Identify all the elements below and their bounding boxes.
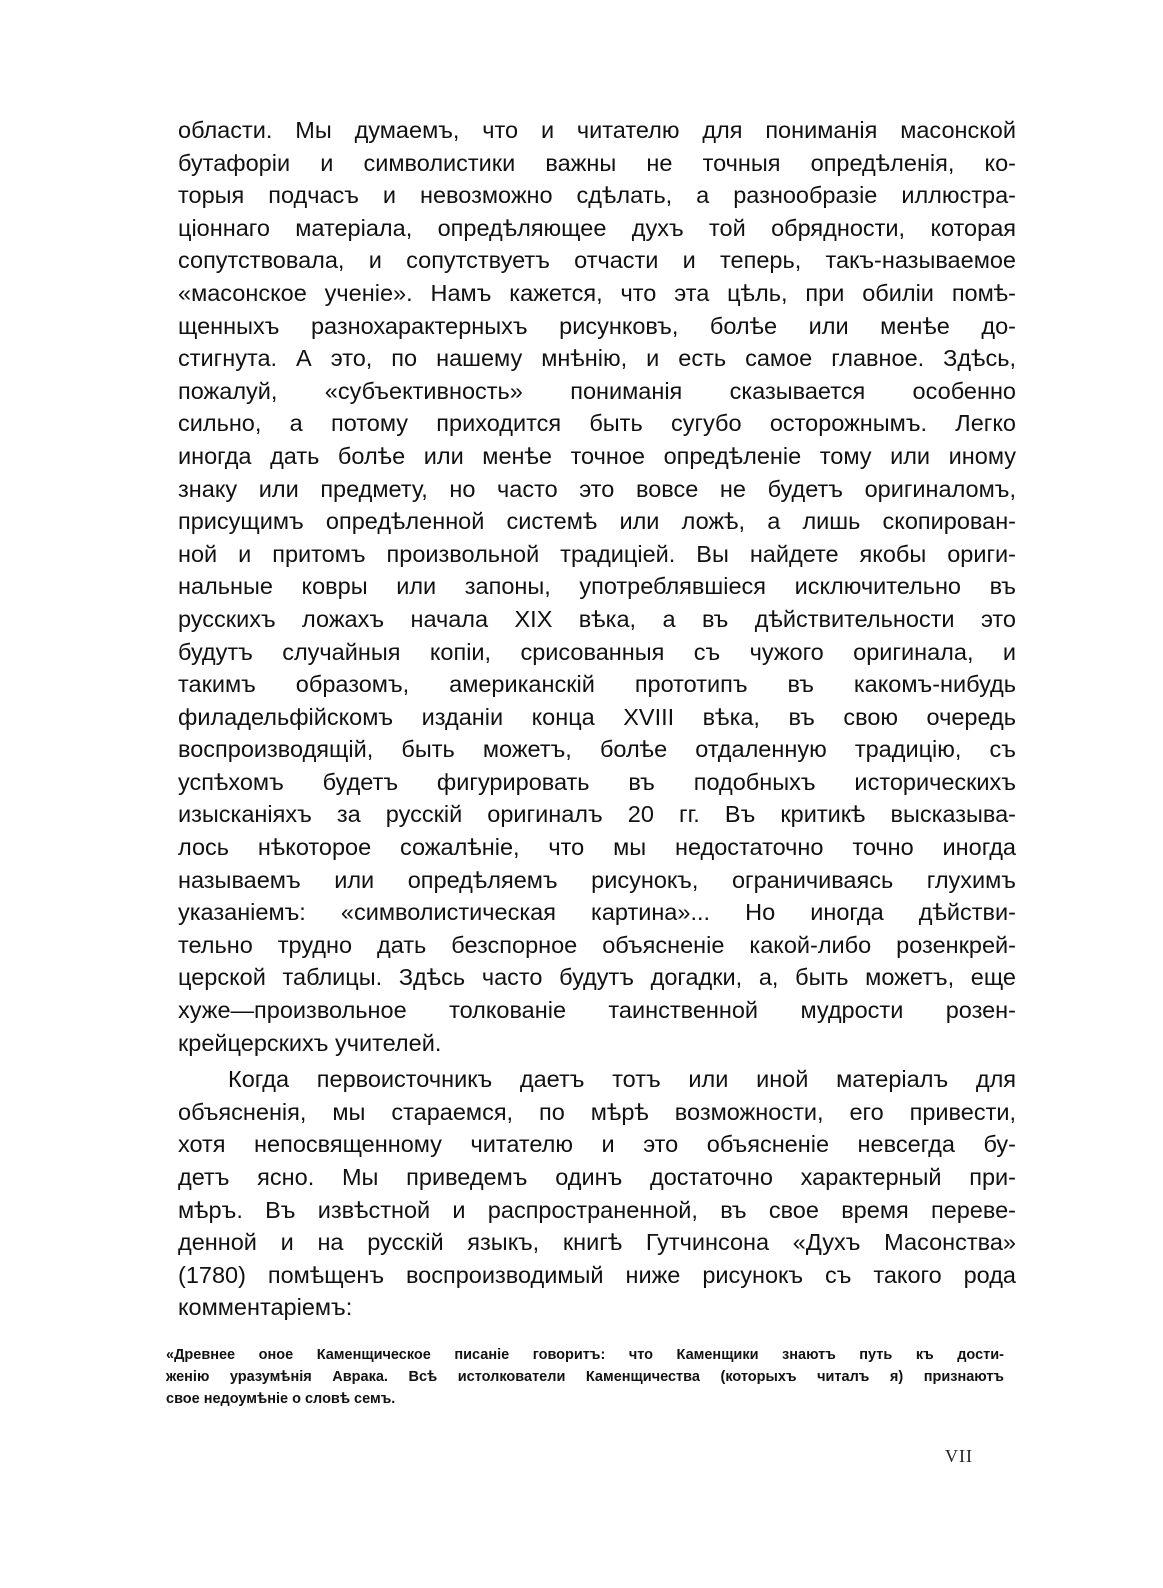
text-line: (1780) помѣщенъ воспроизводимый ниже рисунокъ съ такого рода	[178, 1261, 1016, 1288]
text-line: денной и на русскій языкъ, книгѣ Гутчинсона «Духъ Масонства»	[178, 1229, 1016, 1256]
text-line: комментаріемъ:	[178, 1294, 353, 1321]
text-line: тельно трудно дать безспорное объясненіе какой-либо розенкрей-	[178, 931, 1016, 958]
text-line: филадельфійскомъ изданіи конца XVIII вѣка, въ свою очередь	[178, 703, 1016, 730]
text-line: крейцерскихъ учителей.	[178, 1029, 442, 1056]
text-line: церской таблицы. Здѣсь часто будутъ догадки, а, быть можетъ, еще	[178, 964, 1016, 991]
text-line: торыя подчасъ и невозможно сдѣлать, а разнообразіе иллюстра-	[178, 182, 1016, 209]
text-line: стигнута. А это, по нашему мнѣнію, и есть самое главное. Здѣсь,	[178, 345, 1016, 372]
text-line: присущимъ опредѣленной системѣ или ложѣ, а лишь скопирован-	[178, 508, 1016, 535]
text-line: называемъ или опредѣляемъ рисунокъ, ограничиваясь глухимъ	[178, 866, 1016, 893]
footnote-line: «Древнее оное Каменщическое писаніе говоритъ: что Каменщики знаютъ путь къ дости-	[166, 1347, 1004, 1363]
text-line: щенныхъ разнохарактерныхъ рисунковъ, болѣе или менѣе до-	[178, 312, 1016, 339]
text-line: изысканіяхъ за русскій оригиналъ 20 гг. Въ критикѣ высказыва-	[178, 801, 1016, 828]
text-line: сильно, а потому приходится быть сугубо осторожнымъ. Легко	[178, 410, 1016, 437]
text-line: объясненія, мы стараемся, по мѣрѣ возможности, его привести,	[178, 1098, 1016, 1125]
text-line: сопутствовала, и сопутствуетъ отчасти и теперь, такъ-называемое	[178, 247, 1016, 274]
body-text	[178, 114, 1016, 1324]
text-line: указаніемъ: «символистическая картина»... Но иногда дѣйстви-	[178, 899, 1016, 926]
text-line: ной и притомъ произвольной традиціей. Вы найдете якобы ориги-	[178, 540, 1016, 567]
text-line: мѣръ. Въ извѣстной и распространенной, въ свое время переве-	[178, 1196, 1016, 1223]
text-line: такимъ образомъ, американскій прототипъ въ какомъ-нибудь	[178, 671, 1016, 698]
text-line: детъ ясно. Мы приведемъ одинъ достаточно характерный при-	[178, 1164, 1016, 1190]
page-number: VII	[945, 1446, 973, 1466]
text-line: ціоннаго матеріала, опредѣляющее духъ той обрядности, которая	[178, 214, 1016, 241]
text-line: пожалуй, «субъективность» пониманія сказывается особенно	[178, 377, 1016, 404]
text-line: «масонское ученіе». Намъ кажется, что эта цѣль, при обиліи помѣ-	[178, 279, 1016, 306]
text-line: области. Мы думаемъ, что и читателю для пониманія масонской	[178, 117, 1016, 143]
text-line: бутафоріи и символистики важны не точныя опредѣленія, ко-	[178, 149, 1016, 176]
text-line: воспроизводящій, быть можетъ, болѣе отдаленную традицію, съ	[178, 736, 1016, 763]
text-line: лось нѣкоторое сожалѣніе, что мы недостаточно точно иногда	[178, 834, 1016, 861]
paragraph-2	[178, 1063, 1016, 1324]
text-line: Когда первоисточникъ даетъ тотъ или иной матеріалъ для	[228, 1066, 1016, 1093]
text-line: иногда дать болѣе или менѣе точное опредѣленіе тому или иному	[178, 442, 1016, 469]
text-line: русскихъ ложахъ начала XIX вѣка, а въ дѣйствительности это	[178, 605, 1016, 632]
footnote-line: женію уразумѣнія Авракa. Всѣ истолкователи Каменщичества (которыхъ читалъ я) признаютъ	[166, 1369, 1004, 1385]
text-line: хотя непосвященному читателю и это объясненіе невсегда бу-	[178, 1131, 1016, 1158]
text-line: хуже—произвольное толкованіе таинственной мудрости розен-	[178, 997, 1016, 1024]
text-line: знаку или предмету, но часто это вовсе не будетъ оригиналомъ,	[178, 475, 1016, 502]
footnote	[166, 1344, 1004, 1410]
text-line: нальные ковры или запоны, употреблявшіеся исключительно въ	[178, 573, 1016, 600]
footnote-line: свое недоумѣніе о словѣ семъ.	[166, 1391, 396, 1407]
text-line: будутъ случайныя копіи, срисованныя съ чужого оригинала, и	[178, 638, 1016, 665]
paragraph-1	[178, 114, 1016, 1059]
text-line: успѣхомъ будетъ фигурировать въ подобныхъ историческихъ	[178, 768, 1016, 795]
